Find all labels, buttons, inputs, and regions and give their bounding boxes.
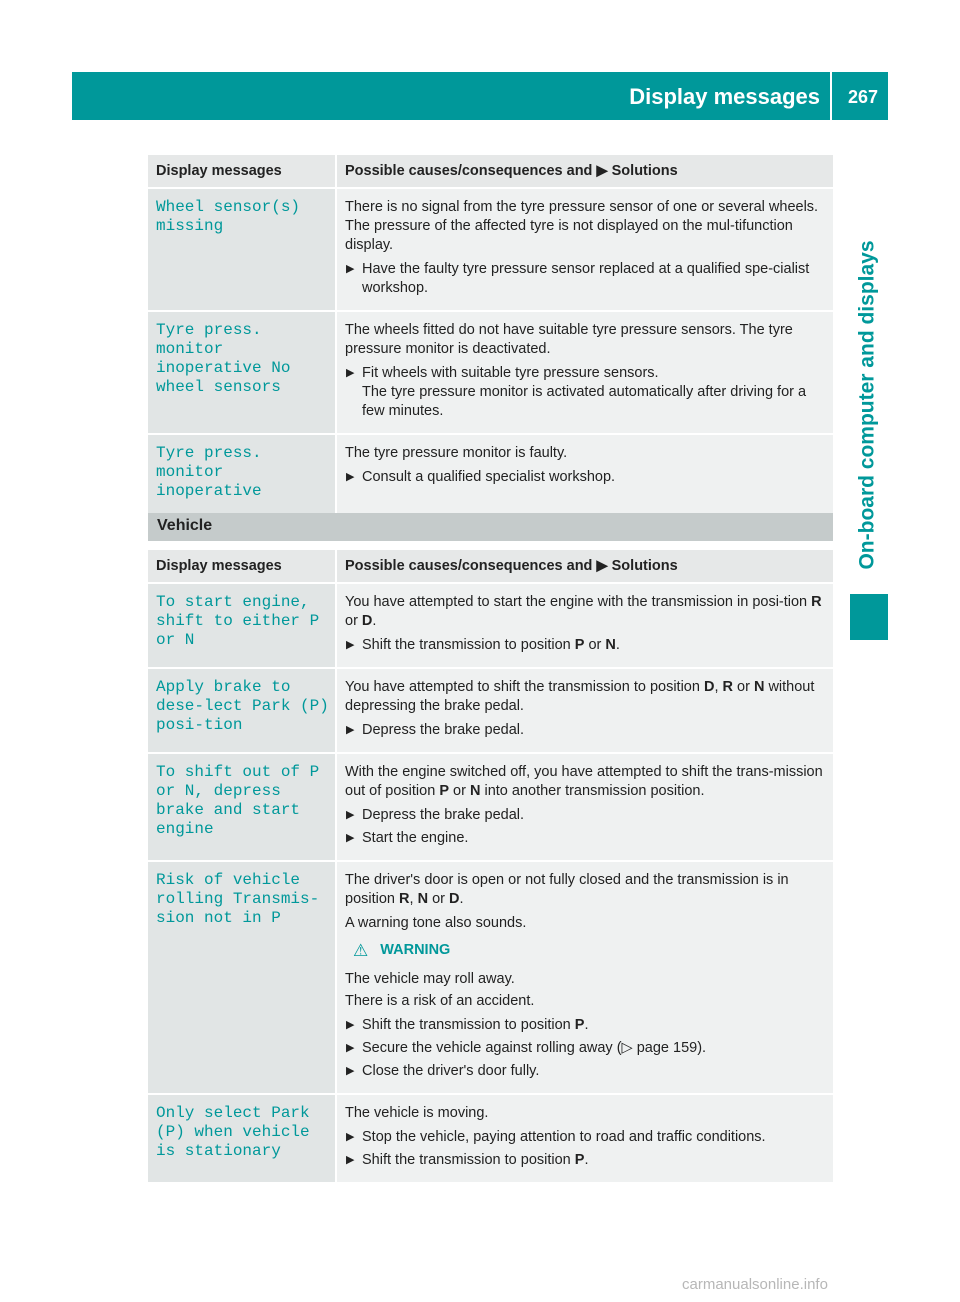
- page-number: 267: [847, 87, 878, 107]
- table-row: [148, 753, 833, 861]
- table-row: [148, 861, 833, 1094]
- message-description: The tyre pressure monitor is faulty. ▶ Consult a qualified specialist workshop.: [336, 434, 833, 514]
- step-arrow-icon: ▶: [346, 1019, 355, 1031]
- step-arrow-icon: ▶: [346, 832, 355, 844]
- col-header-solutions: Possible causes/consequences and ▶ Solutions: [336, 550, 833, 583]
- solution-step: ▶ Depress the brake pedal.: [346, 722, 525, 738]
- step-arrow-icon: ▶: [346, 639, 355, 651]
- solution-step: ▶ Consult a qualified specialist workshop.: [346, 469, 616, 485]
- display-message: To start engine, shift to either P or N: [148, 583, 336, 668]
- message-description: You have attempted to shift the transmission to position D, R or N without depressing the brake pedal. ▶ Depress the brake pedal.: [336, 668, 833, 753]
- step-arrow-icon: ▶: [346, 1065, 355, 1077]
- vehicle-messages-table: [148, 550, 833, 1184]
- warning-triangle-icon: ⚠: [353, 941, 369, 960]
- message-description: The wheels fitted do not have suitable tyre pressure sensors. The tyre pressure monitor is deactivated. ▶ Fit wheels with suitable tyre pressure sensors. The tyre pressure monitor is activated automatically after driving for a few minutes.: [336, 311, 833, 434]
- solution-step: ▶ Start the engine.: [346, 830, 469, 846]
- step-arrow-icon: ▶: [346, 367, 355, 379]
- display-message: Tyre press. monitor inoperative: [148, 434, 336, 514]
- display-message: Tyre press. monitor inoperative No wheel sensors: [148, 311, 336, 434]
- table-row: [148, 1094, 833, 1183]
- col-header-solutions: Possible causes/consequences and ▶ Solutions: [336, 155, 833, 188]
- message-description: The vehicle is moving. ▶ Stop the vehicle, paying attention to road and traffic conditions. ▶ Shift the transmission to position P.: [336, 1094, 833, 1183]
- step-arrow-icon: ▶: [346, 1042, 355, 1054]
- side-chapter-marker: [850, 594, 888, 640]
- step-arrow-icon: ▶: [346, 809, 355, 821]
- solution-step: ▶ Depress the brake pedal.: [346, 807, 525, 823]
- table-row: [148, 668, 833, 753]
- display-message: Risk of vehicle rolling Transmis-sion not in P: [148, 861, 336, 1094]
- message-description: There is no signal from the tyre pressure sensor of one or several wheels. The pressure of the affected tyre is not displayed on the mul-tifunction display. ▶ Have the faulty tyre pressure sensor replaced at a qualified spe-cialist workshop.: [336, 188, 833, 311]
- step-arrow-icon: ▶: [346, 263, 355, 275]
- page-header: [72, 72, 888, 120]
- header-title: Display messages: [629, 84, 820, 109]
- section-title-bar: [148, 513, 833, 541]
- play-arrow-icon: ▶: [596, 163, 608, 179]
- step-arrow-icon: ▶: [346, 1154, 355, 1166]
- display-message: Only select Park (P) when vehicle is stationary: [148, 1094, 336, 1183]
- step-arrow-icon: ▶: [346, 724, 355, 736]
- header-separator: [830, 72, 832, 120]
- message-description: With the engine switched off, you have attempted to shift the trans-mission out of position P or N into another transmission position. ▶ Depress the brake pedal. ▶ Start the engine.: [336, 753, 833, 861]
- table-header-row: [148, 550, 833, 583]
- solution-step: ▶ Stop the vehicle, paying attention to road and traffic conditions.: [346, 1129, 766, 1145]
- table-row: [148, 311, 833, 434]
- section-title: Vehicle: [157, 517, 213, 534]
- solution-step: ▶ Secure the vehicle against rolling away (▷ page 159).: [346, 1040, 707, 1056]
- table-row: [148, 188, 833, 311]
- page-ref-icon: ▷: [621, 1040, 633, 1056]
- col-header-messages: Display messages: [148, 550, 336, 583]
- message-description: You have attempted to start the engine with the transmission in posi-tion R or D. ▶ Shift the transmission to position P or N.: [336, 583, 833, 668]
- side-chapter-label: [848, 225, 888, 585]
- step-arrow-icon: ▶: [346, 1131, 355, 1143]
- message-description: The driver's door is open or not fully closed and the transmission is in position R, N or D. A warning tone also sounds. ⚠ WARNING The vehicle may roll away. There is a risk of an accident. ▶ Shift the transmission to position P. ▶ Secure the vehicle against rolling away (▷ page 159). ▶ Close the driver's door fully.: [336, 861, 833, 1094]
- solution-step: ▶ Close the driver's door fully.: [346, 1063, 540, 1079]
- solution-step: ▶ Shift the transmission to position P.: [346, 1017, 589, 1033]
- step-arrow-icon: ▶: [346, 471, 355, 483]
- tyre-messages-table: [148, 155, 833, 515]
- solution-step: ▶ Shift the transmission to position P or N.: [346, 637, 620, 653]
- display-message: Apply brake to dese-lect Park (P) posi-tion: [148, 668, 336, 753]
- table-row: [148, 583, 833, 668]
- solution-step: ▶ Shift the transmission to position P.: [346, 1152, 589, 1168]
- display-message: To shift out of P or N, depress brake and start engine: [148, 753, 336, 861]
- play-arrow-icon: ▶: [596, 558, 608, 574]
- side-chapter-text: On-board computer and displays: [856, 240, 879, 570]
- display-message: Wheel sensor(s) missing: [148, 188, 336, 311]
- solution-step: ▶ Have the faulty tyre pressure sensor replaced at a qualified spe-cialist workshop.: [346, 261, 810, 296]
- col-header-messages: Display messages: [148, 155, 336, 188]
- table-row: [148, 434, 833, 514]
- table-header-row: [148, 155, 833, 188]
- footer-watermark: carmanualsonline.info: [682, 1276, 828, 1293]
- warning-heading: ⚠ WARNING: [353, 941, 451, 960]
- solution-step: ▶ Fit wheels with suitable tyre pressure sensors. The tyre pressure monitor is activated automatically after driving for a few minutes.: [346, 365, 807, 419]
